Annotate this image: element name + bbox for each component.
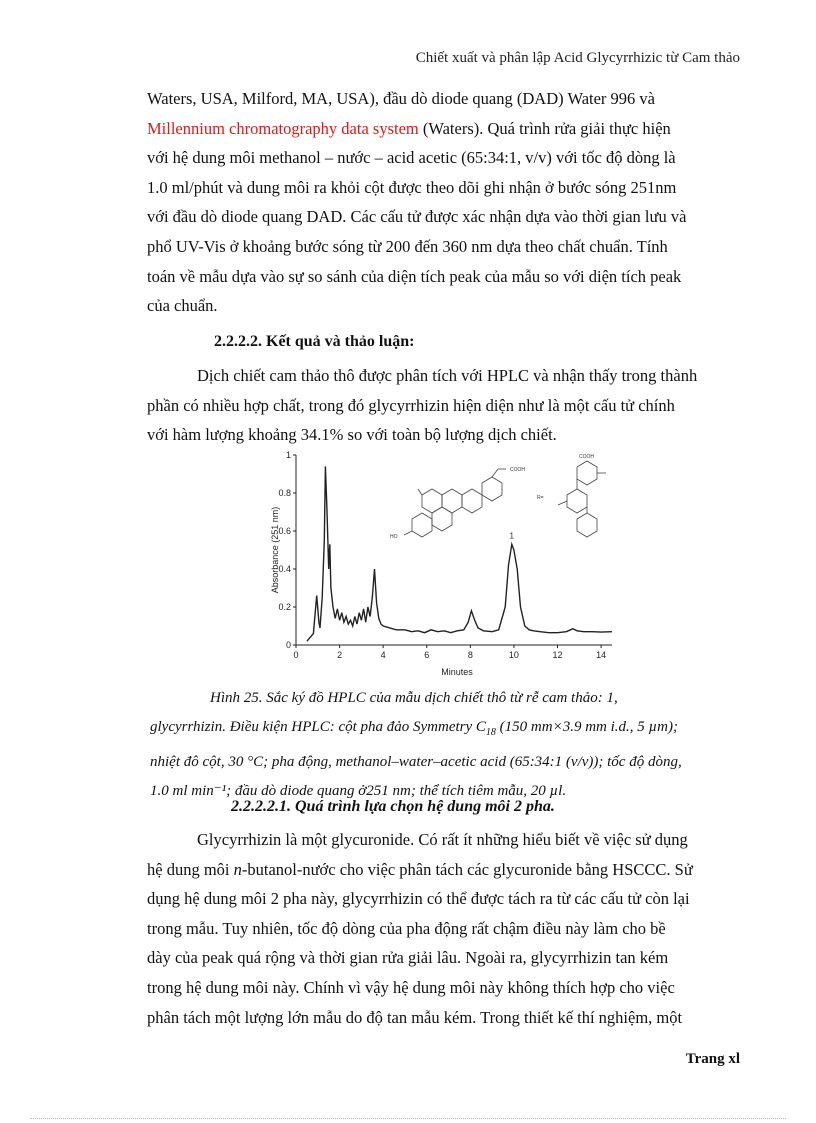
text-line: phổ UV-Vis ở khoảng bước sóng từ 200 đến 360 nm dựa theo chất chuẩn. Tính <box>147 236 668 256</box>
chemical-structures <box>404 461 606 537</box>
section-heading-solvent: 2.2.2.2.1. Quá trình lựa chọn hệ dung môi 2 pha. <box>231 798 555 815</box>
y-tick-label: 0.8 <box>278 488 291 498</box>
running-header: Chiết xuất và phân lập Acid Glycyrrhizic từ Cam thảo <box>415 50 740 66</box>
millennium-link[interactable]: Millennium chromatography data system <box>147 118 419 138</box>
structure-label: COOH <box>510 467 525 473</box>
x-tick-label: 6 <box>424 650 430 660</box>
ring-shape <box>432 507 452 531</box>
text-line: với đầu dò diode quang DAD. Các cấu tử được xác nhận dựa vào thời gian lưu và <box>147 207 687 227</box>
paragraph-results <box>147 361 739 450</box>
text-line: của chuẩn. <box>147 296 218 316</box>
caption-line: Hình 25. Sắc ký đồ HPLC của mẫu dịch chiết thô từ rễ cam thảo: 1, <box>210 690 618 706</box>
text-line: với hàm lượng khoảng 34.1% so với toàn bộ lượng dịch chiết. <box>147 425 557 445</box>
text-line: Millennium chromatography data system (Waters). Quá trình rửa giải thực hiện <box>147 118 671 138</box>
y-ticks <box>278 450 296 650</box>
caption-line: nhiệt đô cột, 30 °C; pha động, methanol–water–acetic acid (65:34:1 (v/v)); tốc độ dòng, <box>150 753 682 770</box>
sugar-ring-shape <box>567 489 587 513</box>
caption-line: 1.0 ml min⁻¹; đầu dò diode quang ở251 nm; thể tích tiêm mẫu, 20 µl. <box>150 782 567 799</box>
y-tick-label: 0.4 <box>278 564 291 574</box>
figure-caption <box>150 684 742 806</box>
ring-shape <box>462 489 482 513</box>
x-tick-label: 4 <box>380 650 386 660</box>
text-line: Dịch chiết cam thảo thô được phân tích với HPLC và nhận thấy trong thành <box>197 366 698 385</box>
text-line: phân tách một lượng lớn mẫu do độ tan mẫu kém. Trong thiết kế thí nghiệm, một <box>147 1007 683 1027</box>
ring-shape <box>482 477 502 501</box>
text-line: dụng hệ dung môi 2 pha này, glycyrrhizin có thể được tách ra từ các cấu tử còn lại <box>147 889 690 909</box>
text-line: với hệ dung môi methanol – nước – acid acetic (65:34:1, v/v) với tốc độ dòng là <box>147 148 676 168</box>
structure-label: HO <box>390 534 398 540</box>
caption-line: glycyrrhizin. Điều kiện HPLC: cột pha đảo Symmetry $C_{18}$ (150 mm×3.9 mm i.d., 5 µm); <box>150 719 679 739</box>
text-line: phần có nhiều hợp chất, trong đó glycyrrhizin hiện diện như là một cấu tử chính <box>147 395 675 415</box>
paragraph-solvent-system <box>147 825 739 1032</box>
peak-label-1: 1 <box>509 531 514 541</box>
structure-label: R= <box>537 495 544 501</box>
x-tick-label: 10 <box>508 650 519 660</box>
x-tick-label: 8 <box>467 650 473 660</box>
text-line: trong mẫu. Tuy nhiên, tốc độ dòng của pha động rất chậm điều này làm cho bề <box>147 918 666 938</box>
x-ticks <box>293 645 606 660</box>
chromatogram-trace <box>307 466 612 641</box>
y-tick-label: 0.6 <box>278 526 291 536</box>
structure-label: COOH <box>579 454 594 460</box>
text-line: dày của peak quá rộng và thời gian rửa giải lâu. Ngoài ra, glycyrrhizin tan kém <box>147 948 669 968</box>
ring-shape <box>422 489 442 513</box>
page-number: Trang xl <box>685 1051 740 1067</box>
y-axis-title: Absorbance (251 nm) <box>270 506 280 594</box>
x-tick-label: 0 <box>293 650 299 660</box>
text-line: toán về mẫu dựa vào sự so sánh của diện tích peak của mẫu so với diện tích peak <box>147 266 682 286</box>
section-heading-results: 2.2.2.2. Kết quả và thảo luận: <box>214 333 415 350</box>
ring-shape <box>442 489 462 513</box>
bottom-divider <box>30 1118 786 1119</box>
ring-shape <box>412 513 432 537</box>
text-line: Waters, USA, Milford, MA, USA), đầu dò diode quang (DAD) Water 996 và <box>147 89 655 108</box>
text-line: trong hệ dung môi này. Chính vì vậy hệ dung môi này không thích hợp cho việc <box>147 977 675 997</box>
y-tick-label: 1 <box>285 450 291 460</box>
y-tick-label: 0 <box>285 640 291 650</box>
y-tick-label: 0.2 <box>278 602 291 612</box>
hplc-chromatogram-figure <box>262 447 624 679</box>
text-line: 1.0 ml/phút và dung môi ra khỏi cột được theo dõi ghi nhận ở bước sóng 251nm <box>147 177 677 197</box>
sugar-ring-shape <box>577 461 597 485</box>
x-tick-label: 12 <box>552 650 563 660</box>
sugar-ring-shape <box>577 513 597 537</box>
paragraph-hplc-method <box>147 84 739 321</box>
x-tick-label: 14 <box>596 650 607 660</box>
x-tick-label: 2 <box>337 650 343 660</box>
text-line: Glycyrrhizin là một glycuronide. Có rất ít những hiểu biết về việc sử dụng <box>197 830 688 849</box>
x-axis-title: Minutes <box>441 667 473 677</box>
text-line: hệ dung môi n-butanol-nước cho việc phân tách các glycuronide bằng HSCCC. Sử <box>147 859 693 879</box>
